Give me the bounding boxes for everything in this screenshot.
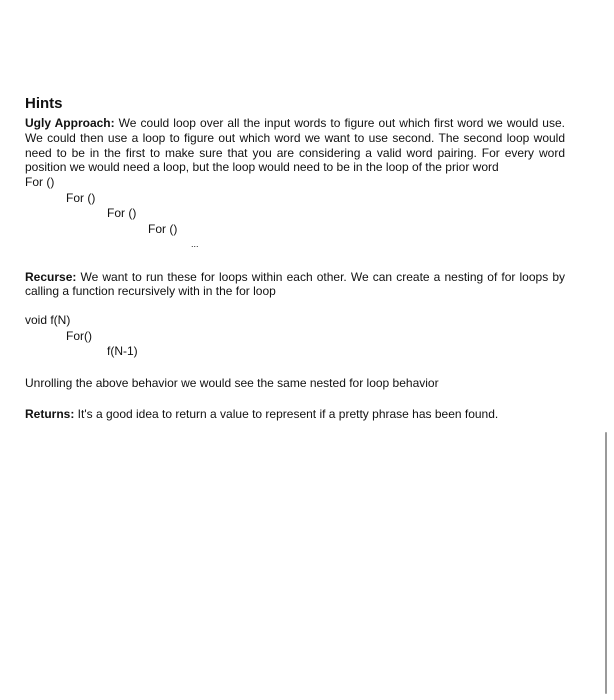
loop-line-3: For (): [107, 206, 137, 221]
code-line-for: For(): [66, 328, 92, 343]
code-line-call: f(N-1): [107, 344, 138, 359]
vertical-scrollbar[interactable]: [605, 432, 607, 694]
returns-label: Returns:: [25, 406, 75, 421]
loop-line-1: For (): [25, 175, 55, 190]
recurse-text: We want to run these for loops within each other. We can create a nesting of for loops by calling a function recursively with in the for loop: [25, 269, 565, 299]
ugly-approach-label: Ugly Approach:: [25, 116, 115, 130]
loop-line-4: For (): [148, 221, 178, 236]
code-line-void: void f(N): [25, 313, 71, 328]
unrolling-paragraph: Unrolling the above behavior we would see the same nested for loop behavior: [25, 375, 439, 390]
ugly-approach-paragraph: [25, 116, 565, 175]
recurse-label: Recurse:: [25, 269, 77, 284]
loop-ellipsis: ...: [191, 238, 199, 249]
returns-paragraph: [25, 407, 565, 422]
returns-text: It's a good idea to return a value to represent if a pretty phrase has been found.: [74, 406, 499, 421]
loop-line-2: For (): [66, 190, 96, 205]
document-body: [25, 95, 565, 422]
ugly-approach-text: We could loop over all the input words to figure out which first word we would use. We could then use a loop to figure out which word we want to use second. The second loop would need to be in the first to make sure that you are considering a valid word pairing. For every word position we would need a loop, but the loop would need to be in the loop of the prior word: [25, 116, 565, 175]
recurse-paragraph: [25, 270, 565, 300]
hints-heading: Hints: [25, 95, 63, 112]
